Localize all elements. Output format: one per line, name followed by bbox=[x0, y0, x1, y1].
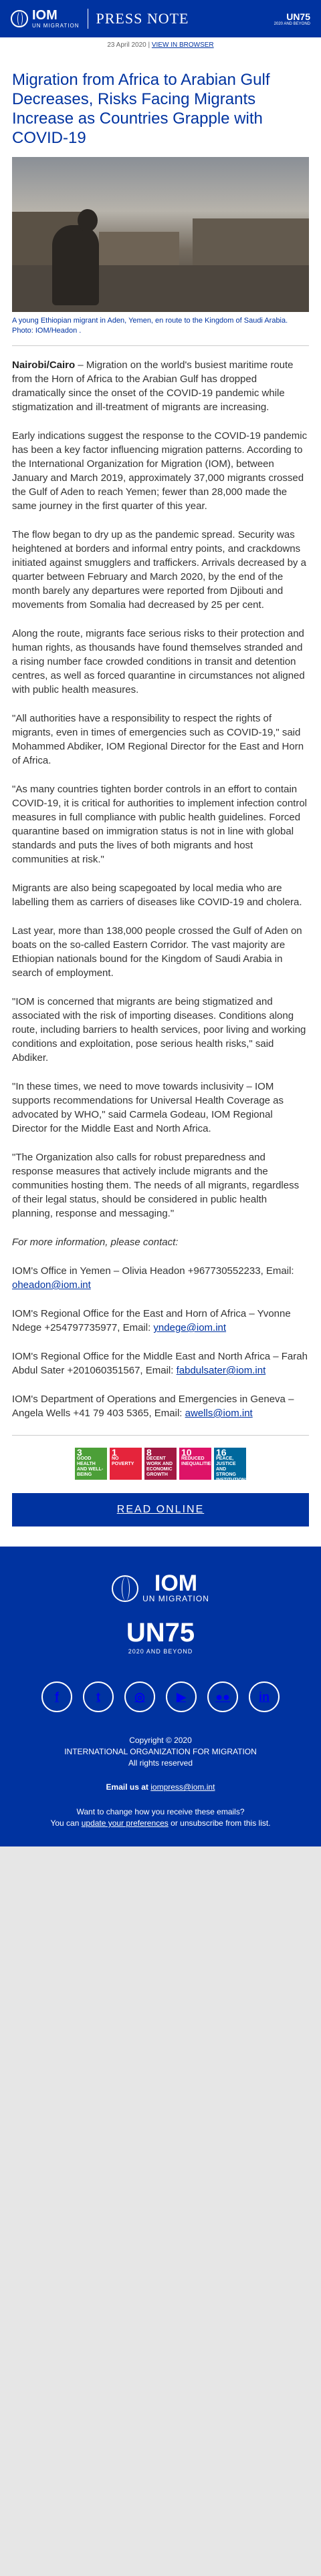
contact-mena: IOM's Regional Office for the Middle East and North Africa – Farah Abdul Sater +201060351567, Email: fabdulsater@iom.int bbox=[12, 1351, 308, 1376]
footer bbox=[0, 1547, 321, 1846]
read-online-button[interactable]: READ ONLINE bbox=[12, 1493, 309, 1526]
contact-email-link[interactable]: oheadon@iom.int bbox=[12, 1279, 91, 1291]
sdg-icon[interactable]: 8 DECENT WORK AND ECONOMIC GROWTH bbox=[144, 1448, 177, 1480]
un75-logo: UN75 2020 AND BEYOND bbox=[274, 11, 310, 26]
press-email-link[interactable]: iompress@iom.int bbox=[150, 1782, 215, 1792]
rights: All rights reserved bbox=[128, 1758, 193, 1768]
paragraph: Migrants are also being scapegoated by local media who are labelling them as carriers of diseases like COVID-19 and cholera. bbox=[12, 882, 302, 908]
paragraph: "In these times, we need to move towards inclusivity – IOM supports recommendations for Universal Health Coverage as advocated by WHO," said Carmela Godeau, IOM Regional Director for the Middle East and North Africa. bbox=[12, 1081, 284, 1134]
sdg-icon[interactable]: 1 NO POVERTY bbox=[110, 1448, 142, 1480]
header-bar bbox=[0, 0, 321, 37]
contact-email-link[interactable]: fabdulsater@iom.int bbox=[176, 1365, 266, 1376]
footer-email: Email us at iompress@iom.int bbox=[106, 1782, 215, 1792]
topline: 23 April 2020 | VIEW IN BROWSER bbox=[0, 37, 321, 53]
flickr-icon[interactable]: ●● bbox=[207, 1681, 238, 1712]
article-card bbox=[0, 53, 321, 1547]
twitter-icon[interactable]: t bbox=[83, 1681, 114, 1712]
preferences-text: Want to change how you receive these emails? You can update your preferences or unsubscribe from this list. bbox=[50, 1807, 271, 1828]
paragraph: Last year, more than 138,000 people crossed the Gulf of Aden on boats on the so-called Eastern Corridor. The vast majority are Ethiopian nationals bound for the Kingdom of Saudi Arabia in search of employment. bbox=[12, 925, 302, 979]
sdg-icons bbox=[12, 1448, 309, 1480]
iom-logo[interactable] bbox=[11, 9, 80, 29]
copyright: Copyright © 2020 bbox=[129, 1736, 192, 1745]
social-links bbox=[12, 1681, 309, 1712]
divider bbox=[12, 1435, 309, 1436]
logo-text: IOM bbox=[32, 7, 58, 23]
dateline: Nairobi/Cairo bbox=[12, 359, 76, 371]
paragraph: "IOM is concerned that migrants are being stigmatized and associated with the risk of importing diseases. Conditions along route, including barriers to health services, poor living and working conditions and exploitation, pose serious health risks," said Abdiker. bbox=[12, 996, 306, 1064]
contacts-title: For more information, please contact: bbox=[12, 1237, 179, 1248]
paragraph: "The Organization also calls for robust preparedness and response measures that actively include migrants and the communities hosting them. The needs of all migrants, regardless of their legal status, should be considered in public health planning, response and messaging." bbox=[12, 1152, 300, 1219]
globe-icon bbox=[112, 1575, 138, 1602]
article-title: Migration from Africa to Arabian Gulf Decreases, Risks Facing Migrants Increase as Countries Grapple with COVID-19 bbox=[12, 71, 270, 147]
logo-subtitle: UN MIGRATION bbox=[32, 22, 80, 29]
org-name: INTERNATIONAL ORGANIZATION FOR MIGRATION bbox=[64, 1747, 257, 1756]
article-body bbox=[12, 358, 309, 1420]
globe-icon bbox=[11, 10, 28, 27]
contact-yemen: IOM's Office in Yemen – Olivia Headon +967730552233, Email: oheadon@iom.int bbox=[12, 1265, 294, 1291]
view-in-browser-link[interactable]: VIEW IN BROWSER bbox=[151, 41, 214, 49]
footer-iom-logo[interactable]: IOM UN MIGRATION bbox=[112, 1573, 209, 1603]
sdg-icon[interactable]: 10 REDUCED INEQUALITIES bbox=[179, 1448, 211, 1480]
sdg-icon[interactable]: 3 GOOD HEALTH AND WELL-BEING bbox=[75, 1448, 107, 1480]
contact-email-link[interactable]: yndege@iom.int bbox=[153, 1322, 227, 1333]
paragraph: Along the route, migrants face serious risks to their protection and human rights, as thousands have found themselves stranded and a rising number face crowded conditions in transit and detention centres, as well as forced quarantine in circumstances not aligned with public health measures. bbox=[12, 628, 305, 695]
press-date: 23 April 2020 bbox=[107, 41, 146, 49]
hero-photo bbox=[12, 157, 309, 312]
facebook-icon[interactable]: f bbox=[41, 1681, 72, 1712]
paragraph: "As many countries tighten border controls in an effort to contain COVID-19, it is critical for authorities to implement infection control measures in full compliance with public health guidelines. Forced quarantine based on immigration status is not in line with global standards and puts the lives of both migrants and host communities at risk." bbox=[12, 784, 307, 865]
paragraph: Early indications suggest the response to the COVID-19 pandemic has been a key factor influencing migration patterns. According to the International Organization for Migration (IOM), between January and March 2019, approximately 37,000 migrants crossed the Gulf of Aden to reach Yemen; fewer than 28,000 made the same journey in the first quarter of this year. bbox=[12, 430, 308, 512]
contact-east-horn-africa: IOM's Regional Office for the East and Horn of Africa – Yvonne Ndege +254797735977, Email: yndege@iom.int bbox=[12, 1308, 291, 1333]
paragraph: "All authorities have a responsibility to respect the rights of migrants, even in times of emergencies such as COVID-19," said Mohammed Abdiker, IOM Regional Director for the East and Horn of Africa. bbox=[12, 713, 304, 766]
contact-geneva: IOM's Department of Operations and Emergencies in Geneva – Angela Wells +41 79 403 5365, Email: awells@iom.int bbox=[12, 1394, 294, 1419]
photo-caption: A young Ethiopian migrant in Aden, Yemen, en route to the Kingdom of Saudi Arabia. Photo: IOM/Headon . bbox=[12, 316, 309, 346]
sdg-icon[interactable]: 16 PEACE, JUSTICE AND STRONG INSTITUTIONS bbox=[214, 1448, 246, 1480]
contact-email-link[interactable]: awells@iom.int bbox=[185, 1408, 253, 1419]
footer-un75-logo: UN75 2020 AND BEYOND bbox=[126, 1618, 195, 1655]
update-preferences-link[interactable]: update your preferences bbox=[81, 1818, 169, 1828]
youtube-icon[interactable]: ▶ bbox=[166, 1681, 197, 1712]
paragraph: The flow began to dry up as the pandemic spread. Security was heightened at borders and informal entry points, and crackdowns initiated against smugglers and traffickers. Arrivals decreased by a quarter between February and March 2020, by the end of the month barely any departures were reported from Djibouti and movements from Somalia had decreased by 25 per cent. bbox=[12, 529, 306, 611]
instagram-icon[interactable]: ◎ bbox=[124, 1681, 155, 1712]
press-note-title: PRESS NOTE bbox=[96, 10, 189, 27]
paragraph: Nairobi/Cairo – Migration on the world's busiest maritime route from the Horn of Africa to the Arabian Gulf has dropped dramatically since the onset of the COVID-19 pandemic while stigmatization and ill-treatment of migrants are increasing. bbox=[12, 359, 294, 413]
linkedin-icon[interactable]: in bbox=[249, 1681, 280, 1712]
